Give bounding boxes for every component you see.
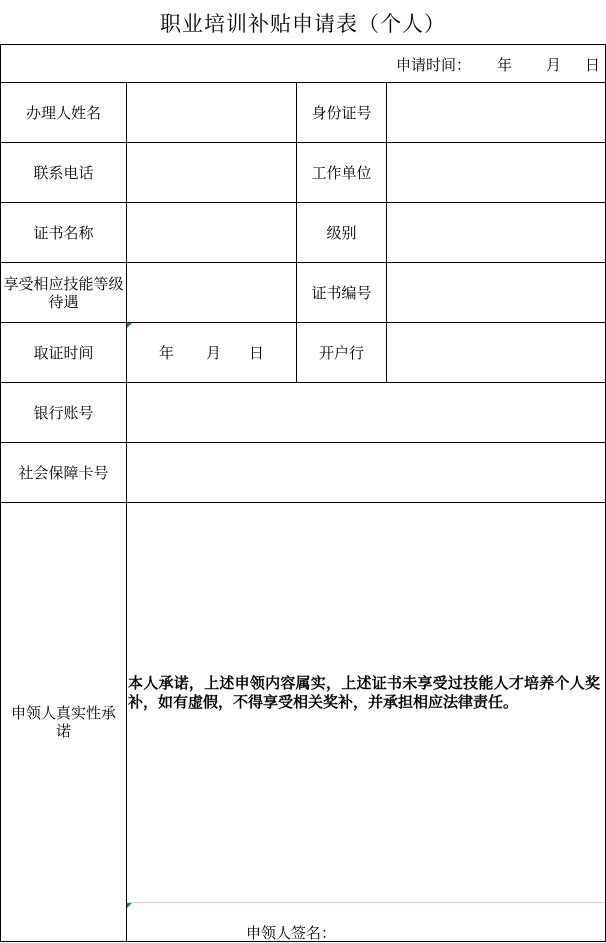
cert-number-label: 证书编号 [311,283,372,302]
cert-date-field[interactable] [127,323,296,382]
bank-field[interactable] [387,323,605,382]
apply-time-month: 月 [545,55,561,74]
signature-label: 申领人签名： [246,924,337,942]
cert-date-year: 年 [158,343,174,362]
id-number-label: 身份证号 [311,103,372,122]
level-label: 级别 [326,223,357,242]
skill-benefit-field[interactable] [127,263,296,322]
name-field[interactable] [127,83,296,142]
apply-time-label: 申请时间： [395,55,471,74]
account-field[interactable] [127,383,605,442]
social-card-field[interactable] [127,443,605,502]
account-label: 银行账号 [33,403,94,422]
comment-marker-icon [127,903,132,908]
apply-time-year: 年 [496,55,512,74]
phone-label: 联系电话 [33,163,94,182]
social-card-label: 社会保障卡号 [18,463,109,482]
cert-name-label: 证书名称 [33,223,94,242]
employer-label: 工作单位 [311,163,372,182]
phone-field[interactable] [127,143,296,202]
cert-date-label: 取证时间 [33,343,94,362]
form-title: 职业培训补贴申请表（个人） [160,12,446,36]
level-field[interactable] [387,203,605,262]
cert-number-field[interactable] [387,263,605,322]
pledge-label: 申领人真实性承诺 [10,704,116,740]
employer-field[interactable] [387,143,605,202]
skill-benefit-label: 享受相应技能等级待遇 [3,274,124,311]
pledge-text: 本人承诺，上述申领内容属实，上述证书未享受过技能人才培养个人奖补，如有虚假，不得享受相关奖补，并承担相应法律责任。 [128,674,600,711]
cert-date-month: 月 [205,343,221,362]
bank-label: 开户行 [318,343,364,362]
cert-name-field[interactable] [127,203,296,262]
signature-field[interactable] [340,905,600,939]
cert-date-day: 日 [249,343,265,362]
apply-time-day: 日 [584,55,600,74]
id-number-field[interactable] [387,83,605,142]
name-label: 办理人姓名 [25,103,101,122]
apply-time-line [0,52,606,76]
